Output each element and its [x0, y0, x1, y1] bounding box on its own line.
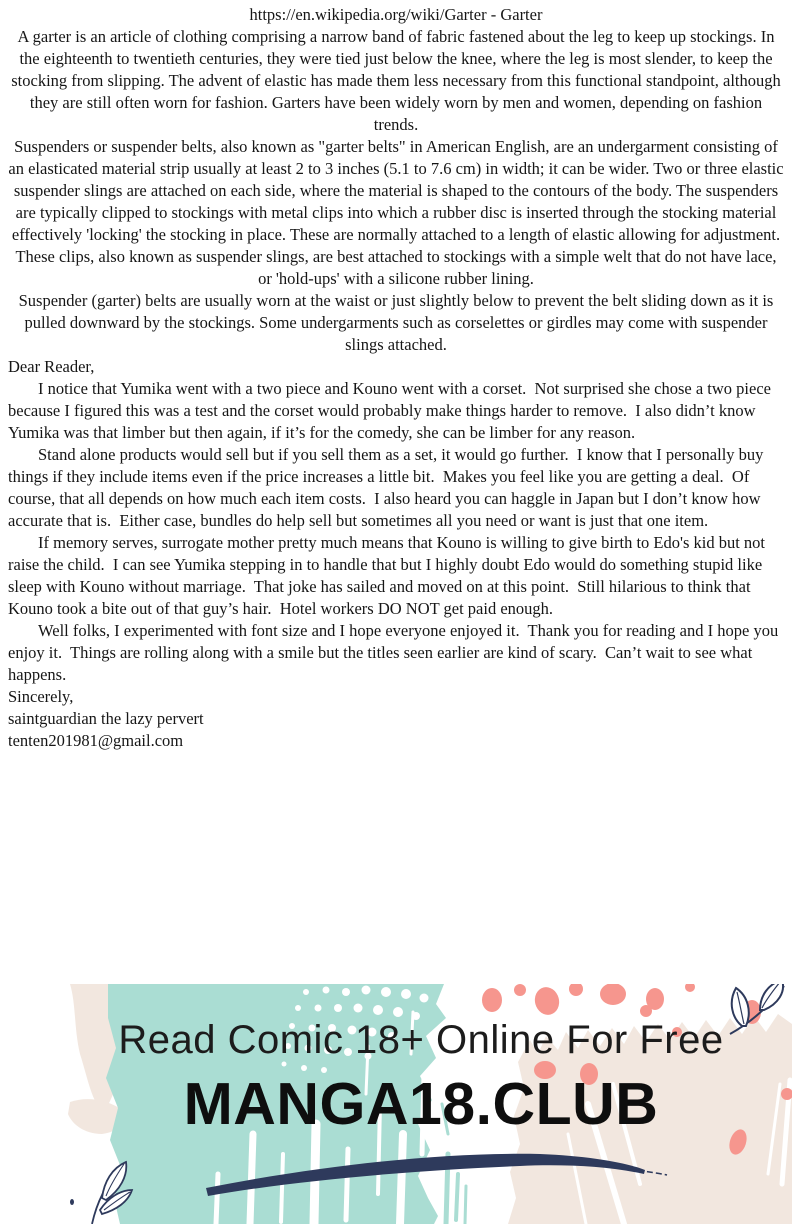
- letter-closing: Sincerely,: [8, 687, 74, 706]
- footer-banner: [68, 984, 792, 1224]
- signature-email: tenten201981@gmail.com: [8, 731, 184, 750]
- signature-name: saintguardian the lazy pervert: [8, 709, 204, 728]
- banner-tagline: Read Comic 18+ Online For Free: [118, 1018, 724, 1062]
- wiki-paragraph-1: A garter is an article of clothing comprising a narrow band of fabric fastened about the leg to keep up stockings. In the eighteenth to twentieth centuries, they were tied just below the knee, where the leg is most slender, to keep the stocking from slipping. The advent of elastic has made them less necessary from this functional standpoint, although they are still often worn for fashion. Garters have been widely worn by men and women, depending on fashion trends.: [11, 27, 781, 134]
- letter-paragraph-3: If memory serves, surrogate mother pretty much means that Kouno is willing to give birth to Edo's kid but not raise the child. I can see Yumika stepping in to handle that but I highly doubt Edo would do something stupid like sleep with Kouno without marriage. That joke has sailed and moved on at this point. Still hilarious to think that Kouno took a bite out of that guy’s hair. Hotel workers DO NOT get paid enough.: [8, 533, 770, 618]
- wiki-paragraph-2: Suspenders or suspender belts, also known as "garter belts" in American English, are an undergarment consisting of an elasticated material strip usually at least 2 to 3 inches (5.1 to 7.6 cm) in width; it can be wider. Two or three elastic suspender slings are attached on each side, where the material is shaped to the contours of the body. The suspenders are typically clipped to stockings with metal clips into which a rubber disc is inserted through the stocking material effectively 'locking' the stocking in place. These are normally attached to a length of elastic allowing for adjustment. These clips, also known as suspender slings, are best attached to stockings with a simple welt that do not have lace, or 'hold-ups' with a silicone rubber lining.: [8, 137, 784, 288]
- letter-paragraph-4: Well folks, I experimented with font size and I hope everyone enjoyed it. Thank you for reading and I hope you enjoy it. Things are rolling along with a smile but the titles seen earlier are kind of scary. Can’t wait to see what happens.: [8, 621, 783, 684]
- banner-site-name: MANGA18.CLUB: [183, 1071, 659, 1137]
- letter-salutation: Dear Reader,: [8, 357, 95, 376]
- wiki-paragraph-3: Suspender (garter) belts are usually worn at the waist or just slightly below to prevent the belt sliding down as it is pulled downward by the stockings. Some undergarments such as corselettes or girdles may come with suspender slings attached.: [18, 291, 774, 354]
- source-url-line: https://en.wikipedia.org/wiki/Garter - Garter: [249, 5, 543, 24]
- letter-paragraph-1: I notice that Yumika went with a two piece and Kouno went with a corset. Not surprised she chose a two piece because I figured this was a test and the corset would probably make things harder to remove. I also didn’t know Yumika was that limber but then again, if it’s for the comedy, she can be limber for any reason.: [8, 379, 776, 442]
- letter-paragraph-2: Stand alone products would sell but if you sell them as a set, it would go further. I know that I personally buy things if they include items even if the price increases a little bit. Makes you feel like you are getting a deal. Of course, that all depends on how much each item costs. I also heard you can haggle in Japan but I don’t know how accurate that is. Either case, bundles do help sell but sometimes all you need or want is just that one item.: [8, 445, 768, 530]
